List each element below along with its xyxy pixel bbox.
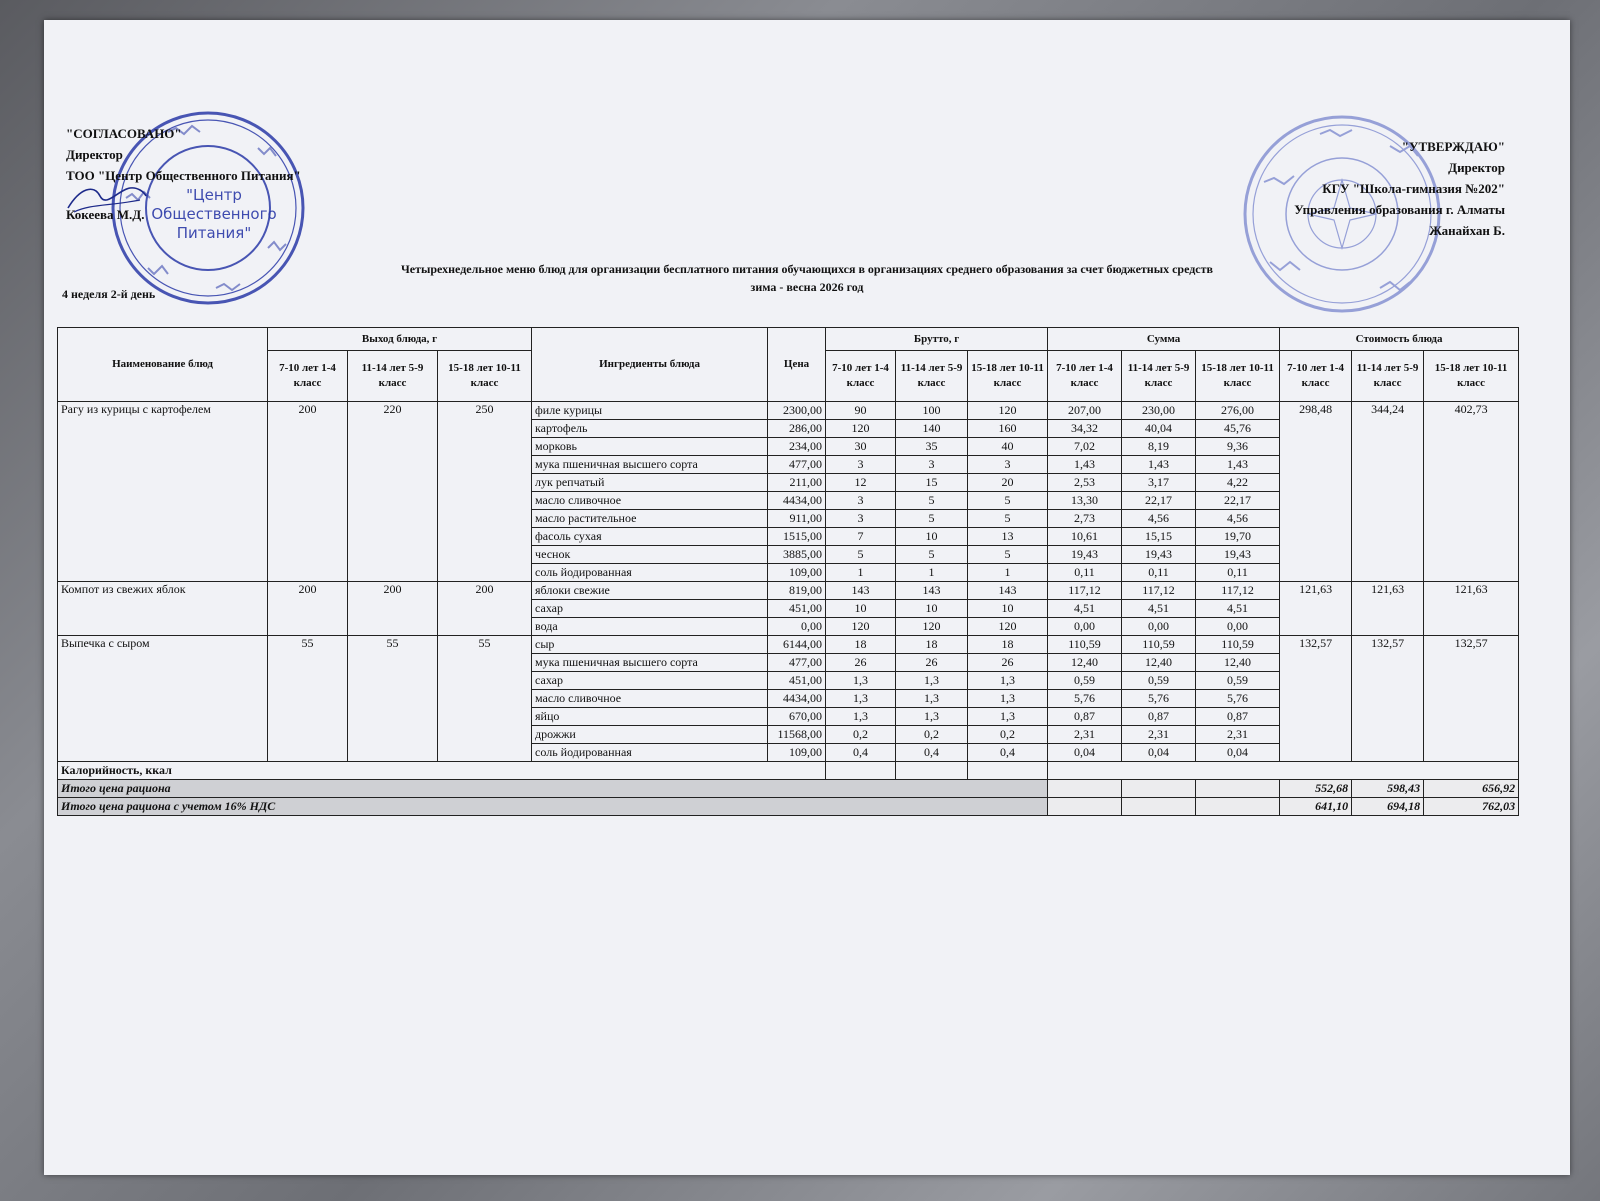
ingredient-name: мука пшеничная высшего сорта xyxy=(532,456,768,474)
ingredient-sum-g2: 4,51 xyxy=(1122,600,1196,618)
approval-left-line2: Директор xyxy=(66,147,123,162)
dish-yield-g3: 200 xyxy=(438,582,532,636)
ingredient-sum-g1: 2,73 xyxy=(1048,510,1122,528)
ingredient-sum-g3: 4,56 xyxy=(1196,510,1280,528)
dish-yield-g3: 55 xyxy=(438,636,532,762)
ingredient-brutto-g2: 0,4 xyxy=(896,744,968,762)
ingredient-brutto-g1: 3 xyxy=(826,510,896,528)
ingredient-price: 6144,00 xyxy=(768,636,826,654)
ingredient-price: 4434,00 xyxy=(768,690,826,708)
ingredient-price: 451,00 xyxy=(768,672,826,690)
ingredient-brutto-g2: 3 xyxy=(896,456,968,474)
dish-cost-g2: 344,24 xyxy=(1352,402,1424,582)
approval-left-line4: Кокеева М.Д. xyxy=(66,207,145,222)
ingredient-sum-g1: 34,32 xyxy=(1048,420,1122,438)
signature-left xyxy=(60,178,150,218)
ingredient-brutto-g2: 5 xyxy=(896,492,968,510)
ingredient-sum-g1: 5,76 xyxy=(1048,690,1122,708)
ingredient-sum-g1: 207,00 xyxy=(1048,402,1122,420)
ingredient-sum-g3: 5,76 xyxy=(1196,690,1280,708)
ingredient-brutto-g3: 10 xyxy=(968,600,1048,618)
kcal-row xyxy=(58,762,1519,780)
ingredient-name: картофель xyxy=(532,420,768,438)
ingredient-brutto-g3: 20 xyxy=(968,474,1048,492)
dish-yield-g2: 220 xyxy=(348,402,438,582)
ingredient-brutto-g3: 3 xyxy=(968,456,1048,474)
week-day-label: 4 неделя 2-й день xyxy=(62,287,156,301)
ingredient-sum-g2: 40,04 xyxy=(1122,420,1196,438)
seal-org-line2: Общественного xyxy=(151,205,277,223)
ingredient-brutto-g1: 1 xyxy=(826,564,896,582)
ingredient-sum-g1: 2,53 xyxy=(1048,474,1122,492)
ingredient-brutto-g2: 35 xyxy=(896,438,968,456)
ingredient-name: яйцо xyxy=(532,708,768,726)
ingredient-sum-g2: 1,43 xyxy=(1122,456,1196,474)
ingredient-sum-g3: 0,04 xyxy=(1196,744,1280,762)
dish-yield-g2: 200 xyxy=(348,582,438,636)
ingredient-sum-g1: 19,43 xyxy=(1048,546,1122,564)
header-cost-g1: 7-10 лет 1-4 класс xyxy=(1280,351,1352,402)
ingredient-sum-g3: 22,17 xyxy=(1196,492,1280,510)
ingredient-brutto-g2: 5 xyxy=(896,510,968,528)
ingredient-brutto-g3: 1,3 xyxy=(968,708,1048,726)
ingredient-price: 451,00 xyxy=(768,600,826,618)
header-brutto: Брутто, г xyxy=(826,328,1048,351)
ingredient-name: дрожжи xyxy=(532,726,768,744)
ration-total-g3: 656,92 xyxy=(1424,780,1519,798)
ingredient-sum-g2: 230,00 xyxy=(1122,402,1196,420)
header-price: Цена xyxy=(768,328,826,402)
ration-total-row xyxy=(58,780,1519,798)
ration-vat-g1: 641,10 xyxy=(1280,798,1352,816)
ingredient-brutto-g2: 1,3 xyxy=(896,708,968,726)
header-brutto-g1: 7-10 лет 1-4 класс xyxy=(826,351,896,402)
ingredient-name: масло сливочное xyxy=(532,492,768,510)
ingredient-brutto-g1: 0,2 xyxy=(826,726,896,744)
ingredient-brutto-g1: 1,3 xyxy=(826,708,896,726)
ingredient-sum-g2: 110,59 xyxy=(1122,636,1196,654)
dish-yield-g2: 55 xyxy=(348,636,438,762)
ingredient-sum-g3: 45,76 xyxy=(1196,420,1280,438)
ingredient-brutto-g2: 26 xyxy=(896,654,968,672)
ingredient-sum-g1: 0,87 xyxy=(1048,708,1122,726)
ingredient-name: морковь xyxy=(532,438,768,456)
dish-cost-g3: 121,63 xyxy=(1424,582,1519,636)
ingredient-brutto-g1: 3 xyxy=(826,456,896,474)
ingredient-sum-g2: 2,31 xyxy=(1122,726,1196,744)
ingredient-price: 109,00 xyxy=(768,564,826,582)
dish-name: Компот из свежих яблок xyxy=(58,582,268,636)
ingredient-brutto-g3: 1,3 xyxy=(968,672,1048,690)
approval-right-line3: КГУ "Школа-гимназия №202" xyxy=(1322,181,1505,196)
ingredient-brutto-g1: 90 xyxy=(826,402,896,420)
ingredient-sum-g2: 0,04 xyxy=(1122,744,1196,762)
header-sum: Сумма xyxy=(1048,328,1280,351)
ingredient-brutto-g3: 40 xyxy=(968,438,1048,456)
ingredient-sum-g3: 0,87 xyxy=(1196,708,1280,726)
ingredient-name: филе курицы xyxy=(532,402,768,420)
ingredient-sum-g3: 110,59 xyxy=(1196,636,1280,654)
ingredient-sum-g1: 7,02 xyxy=(1048,438,1122,456)
dish-yield-g1: 200 xyxy=(268,402,348,582)
ingredient-brutto-g1: 12 xyxy=(826,474,896,492)
ingredient-name: яблоки свежие xyxy=(532,582,768,600)
ingredient-sum-g2: 117,12 xyxy=(1122,582,1196,600)
ration-total-g1: 552,68 xyxy=(1280,780,1352,798)
ingredient-brutto-g1: 26 xyxy=(826,654,896,672)
ingredient-brutto-g3: 13 xyxy=(968,528,1048,546)
ingredient-sum-g3: 9,36 xyxy=(1196,438,1280,456)
ingredient-sum-g1: 0,00 xyxy=(1048,618,1122,636)
ingredient-price: 477,00 xyxy=(768,456,826,474)
ingredient-brutto-g3: 18 xyxy=(968,636,1048,654)
ingredient-brutto-g3: 5 xyxy=(968,546,1048,564)
ingredient-brutto-g2: 10 xyxy=(896,528,968,546)
dish-name: Рагу из курицы с картофелем xyxy=(58,402,268,582)
ingredient-name: масло сливочное xyxy=(532,690,768,708)
table-row xyxy=(58,402,1519,420)
kcal-label: Калорийность, ккал xyxy=(58,762,826,780)
ingredient-sum-g1: 4,51 xyxy=(1048,600,1122,618)
ingredient-brutto-g3: 0,2 xyxy=(968,726,1048,744)
ingredient-sum-g3: 276,00 xyxy=(1196,402,1280,420)
ingredient-brutto-g1: 30 xyxy=(826,438,896,456)
ingredient-price: 3885,00 xyxy=(768,546,826,564)
seal-org-line3: Питания" xyxy=(176,224,252,242)
ration-vat-g2: 694,18 xyxy=(1352,798,1424,816)
ingredient-brutto-g1: 1,3 xyxy=(826,690,896,708)
ingredient-brutto-g2: 10 xyxy=(896,600,968,618)
ingredient-sum-g2: 0,00 xyxy=(1122,618,1196,636)
ingredient-price: 211,00 xyxy=(768,474,826,492)
ingredient-brutto-g2: 100 xyxy=(896,402,968,420)
header-cost: Стоимость блюда xyxy=(1280,328,1519,351)
ingredient-sum-g1: 2,31 xyxy=(1048,726,1122,744)
ration-vat-row xyxy=(58,798,1519,816)
ingredient-brutto-g1: 120 xyxy=(826,618,896,636)
ingredient-brutto-g1: 7 xyxy=(826,528,896,546)
header-brutto-g2: 11-14 лет 5-9 класс xyxy=(896,351,968,402)
ingredient-sum-g3: 0,00 xyxy=(1196,618,1280,636)
approval-right-line4: Управления образования г. Алматы xyxy=(1294,202,1505,217)
title-line2: зима - весна 2026 год xyxy=(750,280,864,294)
ingredient-brutto-g1: 18 xyxy=(826,636,896,654)
ingredient-brutto-g3: 1,3 xyxy=(968,690,1048,708)
ingredient-name: сахар xyxy=(532,600,768,618)
ingredient-sum-g2: 8,19 xyxy=(1122,438,1196,456)
ingredient-brutto-g1: 5 xyxy=(826,546,896,564)
approval-right-line1: "УТВЕРЖДАЮ" xyxy=(1401,139,1505,154)
ingredient-name: мука пшеничная высшего сорта xyxy=(532,654,768,672)
header-sum-g1: 7-10 лет 1-4 класс xyxy=(1048,351,1122,402)
ingredient-brutto-g2: 120 xyxy=(896,618,968,636)
approval-left-line3: ТОО "Центр Общественного Питания" xyxy=(66,168,301,183)
ingredient-brutto-g2: 1,3 xyxy=(896,672,968,690)
ingredient-brutto-g2: 5 xyxy=(896,546,968,564)
ingredient-name: лук репчатый xyxy=(532,474,768,492)
ingredient-price: 0,00 xyxy=(768,618,826,636)
ingredient-sum-g3: 19,43 xyxy=(1196,546,1280,564)
ingredient-sum-g2: 4,56 xyxy=(1122,510,1196,528)
ingredient-brutto-g3: 120 xyxy=(968,402,1048,420)
ingredient-sum-g3: 2,31 xyxy=(1196,726,1280,744)
ration-total-label: Итого цена рациона xyxy=(58,780,1048,798)
ingredient-brutto-g3: 26 xyxy=(968,654,1048,672)
ingredient-sum-g1: 12,40 xyxy=(1048,654,1122,672)
header-sum-g3: 15-18 лет 10-11 класс xyxy=(1196,351,1280,402)
ration-vat-label: Итого цена рациона с учетом 16% НДС xyxy=(58,798,1048,816)
document-title xyxy=(44,260,1570,296)
ingredient-brutto-g3: 0,4 xyxy=(968,744,1048,762)
ingredient-price: 109,00 xyxy=(768,744,826,762)
menu-table xyxy=(57,327,1519,816)
ingredient-sum-g3: 12,40 xyxy=(1196,654,1280,672)
ingredient-name: чеснок xyxy=(532,546,768,564)
ingredient-brutto-g3: 5 xyxy=(968,510,1048,528)
ration-vat-g3: 762,03 xyxy=(1424,798,1519,816)
ingredient-brutto-g1: 120 xyxy=(826,420,896,438)
ingredient-sum-g2: 15,15 xyxy=(1122,528,1196,546)
ingredient-sum-g3: 4,51 xyxy=(1196,600,1280,618)
ingredient-sum-g3: 1,43 xyxy=(1196,456,1280,474)
ingredient-sum-g3: 117,12 xyxy=(1196,582,1280,600)
ingredient-name: вода xyxy=(532,618,768,636)
header-brutto-g3: 15-18 лет 10-11 класс xyxy=(968,351,1048,402)
ingredient-price: 819,00 xyxy=(768,582,826,600)
ingredient-price: 477,00 xyxy=(768,654,826,672)
ingredient-name: фасоль сухая xyxy=(532,528,768,546)
ingredient-sum-g1: 110,59 xyxy=(1048,636,1122,654)
ingredient-brutto-g2: 143 xyxy=(896,582,968,600)
ingredient-price: 670,00 xyxy=(768,708,826,726)
title-line1: Четырехнедельное меню блюд для организации бесплатного питания обучающихся в организациях среднего образования за счет бюджетных средств xyxy=(400,262,1214,276)
approval-right-line2: Директор xyxy=(1448,160,1505,175)
ingredient-sum-g1: 0,11 xyxy=(1048,564,1122,582)
dish-yield-g1: 200 xyxy=(268,582,348,636)
dish-cost-g1: 298,48 xyxy=(1280,402,1352,582)
approval-right-line5: Жанайхан Б. xyxy=(1429,223,1505,238)
ingredient-brutto-g2: 15 xyxy=(896,474,968,492)
ingredient-sum-g3: 0,59 xyxy=(1196,672,1280,690)
ingredient-brutto-g2: 1 xyxy=(896,564,968,582)
dish-name: Выпечка с сыром xyxy=(58,636,268,762)
ingredient-sum-g2: 3,17 xyxy=(1122,474,1196,492)
ration-total-g2: 598,43 xyxy=(1352,780,1424,798)
ingredient-sum-g2: 5,76 xyxy=(1122,690,1196,708)
header-sum-g2: 11-14 лет 5-9 класс xyxy=(1122,351,1196,402)
approval-left-line1: "СОГЛАСОВАНО" xyxy=(66,126,182,141)
ingredient-sum-g2: 19,43 xyxy=(1122,546,1196,564)
dish-cost-g2: 132,57 xyxy=(1352,636,1424,762)
ingredient-sum-g1: 10,61 xyxy=(1048,528,1122,546)
ingredient-brutto-g2: 1,3 xyxy=(896,690,968,708)
dish-cost-g3: 402,73 xyxy=(1424,402,1519,582)
ingredient-brutto-g1: 1,3 xyxy=(826,672,896,690)
ingredient-brutto-g3: 160 xyxy=(968,420,1048,438)
dish-yield-g1: 55 xyxy=(268,636,348,762)
dish-cost-g3: 132,57 xyxy=(1424,636,1519,762)
header-yield-g1: 7-10 лет 1-4 класс xyxy=(268,351,348,402)
ingredient-price: 4434,00 xyxy=(768,492,826,510)
ingredient-sum-g1: 1,43 xyxy=(1048,456,1122,474)
menu-table-body xyxy=(58,402,1519,762)
ingredient-price: 286,00 xyxy=(768,420,826,438)
ingredient-name: масло растительное xyxy=(532,510,768,528)
ingredient-sum-g2: 12,40 xyxy=(1122,654,1196,672)
ingredient-brutto-g3: 143 xyxy=(968,582,1048,600)
seal-org-line1: "Центр xyxy=(186,186,242,204)
ingredient-brutto-g2: 18 xyxy=(896,636,968,654)
header-yield-g3: 15-18 лет 10-11 класс xyxy=(438,351,532,402)
document-page xyxy=(44,20,1570,1175)
ingredient-sum-g2: 0,11 xyxy=(1122,564,1196,582)
header-cost-g3: 15-18 лет 10-11 класс xyxy=(1424,351,1519,402)
header-yield: Выход блюда, г xyxy=(268,328,532,351)
ingredient-brutto-g1: 10 xyxy=(826,600,896,618)
header-yield-g2: 11-14 лет 5-9 класс xyxy=(348,351,438,402)
ingredient-brutto-g3: 1 xyxy=(968,564,1048,582)
table-row xyxy=(58,582,1519,600)
ingredient-name: соль йодированная xyxy=(532,744,768,762)
ingredient-brutto-g1: 3 xyxy=(826,492,896,510)
header-ingredients: Ингредиенты блюда xyxy=(532,328,768,402)
ingredient-sum-g3: 0,11 xyxy=(1196,564,1280,582)
ingredient-brutto-g1: 143 xyxy=(826,582,896,600)
ingredient-brutto-g3: 120 xyxy=(968,618,1048,636)
ingredient-price: 911,00 xyxy=(768,510,826,528)
dish-cost-g1: 132,57 xyxy=(1280,636,1352,762)
ingredient-sum-g3: 19,70 xyxy=(1196,528,1280,546)
ingredient-price: 2300,00 xyxy=(768,402,826,420)
dish-cost-g2: 121,63 xyxy=(1352,582,1424,636)
ingredient-sum-g3: 4,22 xyxy=(1196,474,1280,492)
ingredient-brutto-g2: 140 xyxy=(896,420,968,438)
ingredient-sum-g2: 0,87 xyxy=(1122,708,1196,726)
ingredient-sum-g2: 0,59 xyxy=(1122,672,1196,690)
header-cost-g2: 11-14 лет 5-9 класс xyxy=(1352,351,1424,402)
ingredient-brutto-g3: 5 xyxy=(968,492,1048,510)
ingredient-name: соль йодированная xyxy=(532,564,768,582)
dish-cost-g1: 121,63 xyxy=(1280,582,1352,636)
ingredient-sum-g1: 13,30 xyxy=(1048,492,1122,510)
dish-yield-g3: 250 xyxy=(438,402,532,582)
ingredient-price: 234,00 xyxy=(768,438,826,456)
ingredient-name: сахар xyxy=(532,672,768,690)
ingredient-sum-g1: 117,12 xyxy=(1048,582,1122,600)
ingredient-sum-g1: 0,59 xyxy=(1048,672,1122,690)
ingredient-brutto-g2: 0,2 xyxy=(896,726,968,744)
ingredient-brutto-g1: 0,4 xyxy=(826,744,896,762)
totals-body xyxy=(58,762,1519,816)
approval-block-right xyxy=(1294,136,1505,241)
ingredient-sum-g2: 22,17 xyxy=(1122,492,1196,510)
ingredient-price: 1515,00 xyxy=(768,528,826,546)
header-dish: Наименование блюд xyxy=(58,328,268,402)
table-row xyxy=(58,636,1519,654)
ingredient-price: 11568,00 xyxy=(768,726,826,744)
ingredient-sum-g1: 0,04 xyxy=(1048,744,1122,762)
ingredient-name: сыр xyxy=(532,636,768,654)
